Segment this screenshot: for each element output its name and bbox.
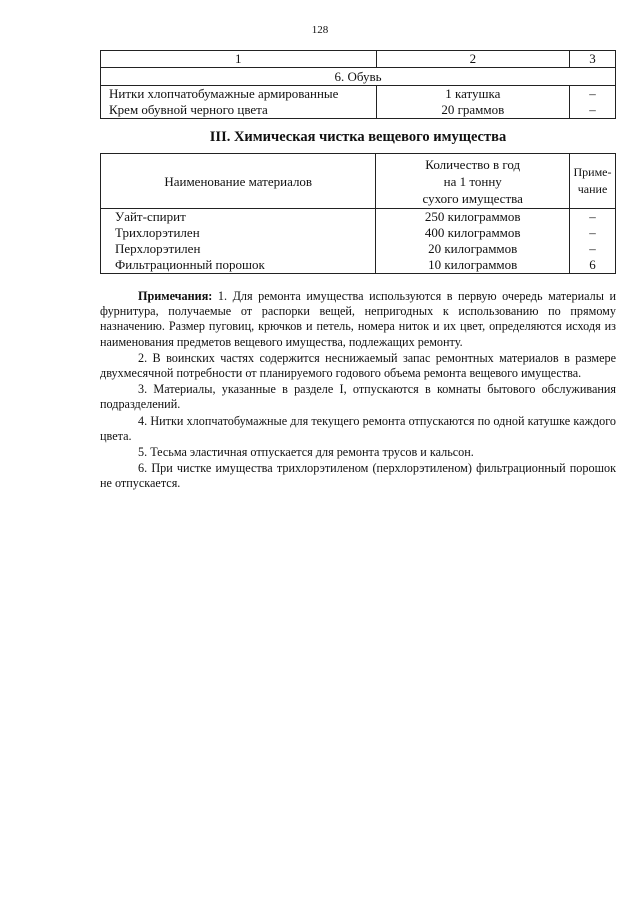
material-name: Фильтрационный порошок (101, 257, 376, 274)
material-note: – (570, 241, 616, 257)
material-note: – (570, 209, 616, 226)
material-name: Нитки хлопчатобумажные армированные (101, 86, 377, 103)
page-number: 128 (311, 24, 329, 36)
note-text: 1. Для ремонта имущества используются в первую очередь материалы и фурнитура, получаемые от распорки вещей, непригодных к использованию по прямому назначению. Размер пуговиц, крючков и петель, номера ниток и их цвет, определяются исходя из наименования предметов вещевого имущества, подлежащих ремонту. (100, 289, 616, 349)
material-name: Перхлорэтилен (101, 241, 376, 257)
table-row (101, 241, 616, 257)
table-row (101, 102, 616, 119)
material-quantity: 20 килограммов (376, 241, 570, 257)
table-row (101, 86, 616, 103)
note-paragraph: 6. При чистке имущества трихлорэтиленом (перхлорэтиленом) фильтрационный порошок не отпускается. (100, 461, 616, 491)
header-material-name: Наименование материалов (101, 154, 376, 209)
material-quantity: 10 килограммов (376, 257, 570, 274)
dry-cleaning-materials-table (100, 153, 616, 274)
note-paragraph: 3. Материалы, указанные в разделе I, отпускаются в комнаты бытового обслуживания подразделений. (100, 382, 616, 412)
material-name: Крем обувной черного цвета (101, 102, 377, 119)
material-quantity: 1 катушка (376, 86, 570, 103)
material-name: Уайт-спирит (101, 209, 376, 226)
header-quantity-line: Количество в год (425, 156, 521, 172)
table-row (101, 257, 616, 274)
header-note (570, 154, 616, 209)
material-quantity: 20 граммов (376, 102, 570, 119)
header-quantity-line: на 1 тонну (443, 173, 502, 189)
material-note: – (570, 86, 616, 103)
note-paragraph: 2. В воинских частях содержится неснижаемый запас ремонтных материалов в размере двухмесячной потребности от планируемого годового объема ремонта вещевого имущества. (100, 350, 616, 381)
section-title: III. Химическая чистка вещевого имущества (209, 129, 507, 145)
column-number: 2 (376, 51, 570, 68)
section-row (101, 68, 616, 86)
section-label: 6. Обувь (101, 68, 616, 86)
material-note: – (570, 225, 616, 241)
material-note: – (570, 102, 616, 119)
header-quantity (376, 154, 570, 209)
table-header-row (101, 154, 616, 209)
materials-table-footwear (100, 50, 616, 119)
material-name: Трихлорэтилен (101, 225, 376, 241)
notes-section (100, 289, 616, 493)
table-row (101, 225, 616, 241)
table-header-row (101, 51, 616, 68)
material-quantity: 400 килограммов (376, 225, 570, 241)
header-quantity-line: сухого имущества (422, 190, 523, 206)
notes-label: Примечания: (138, 289, 213, 303)
material-note: 6 (570, 257, 616, 274)
column-number: 3 (570, 51, 616, 68)
header-note-line: Приме- (573, 165, 612, 179)
column-number: 1 (101, 51, 377, 68)
note-paragraph (100, 289, 616, 350)
table-row (101, 209, 616, 226)
material-quantity: 250 килограммов (376, 209, 570, 226)
note-paragraph: 4. Нитки хлопчатобумажные для текущего ремонта отпускаются по одной катушке каждого цвета. (100, 413, 616, 443)
header-note-line: чание (577, 182, 608, 196)
note-paragraph: 5. Тесьма эластичная отпускается для ремонта трусов и кальсон. (138, 445, 474, 460)
